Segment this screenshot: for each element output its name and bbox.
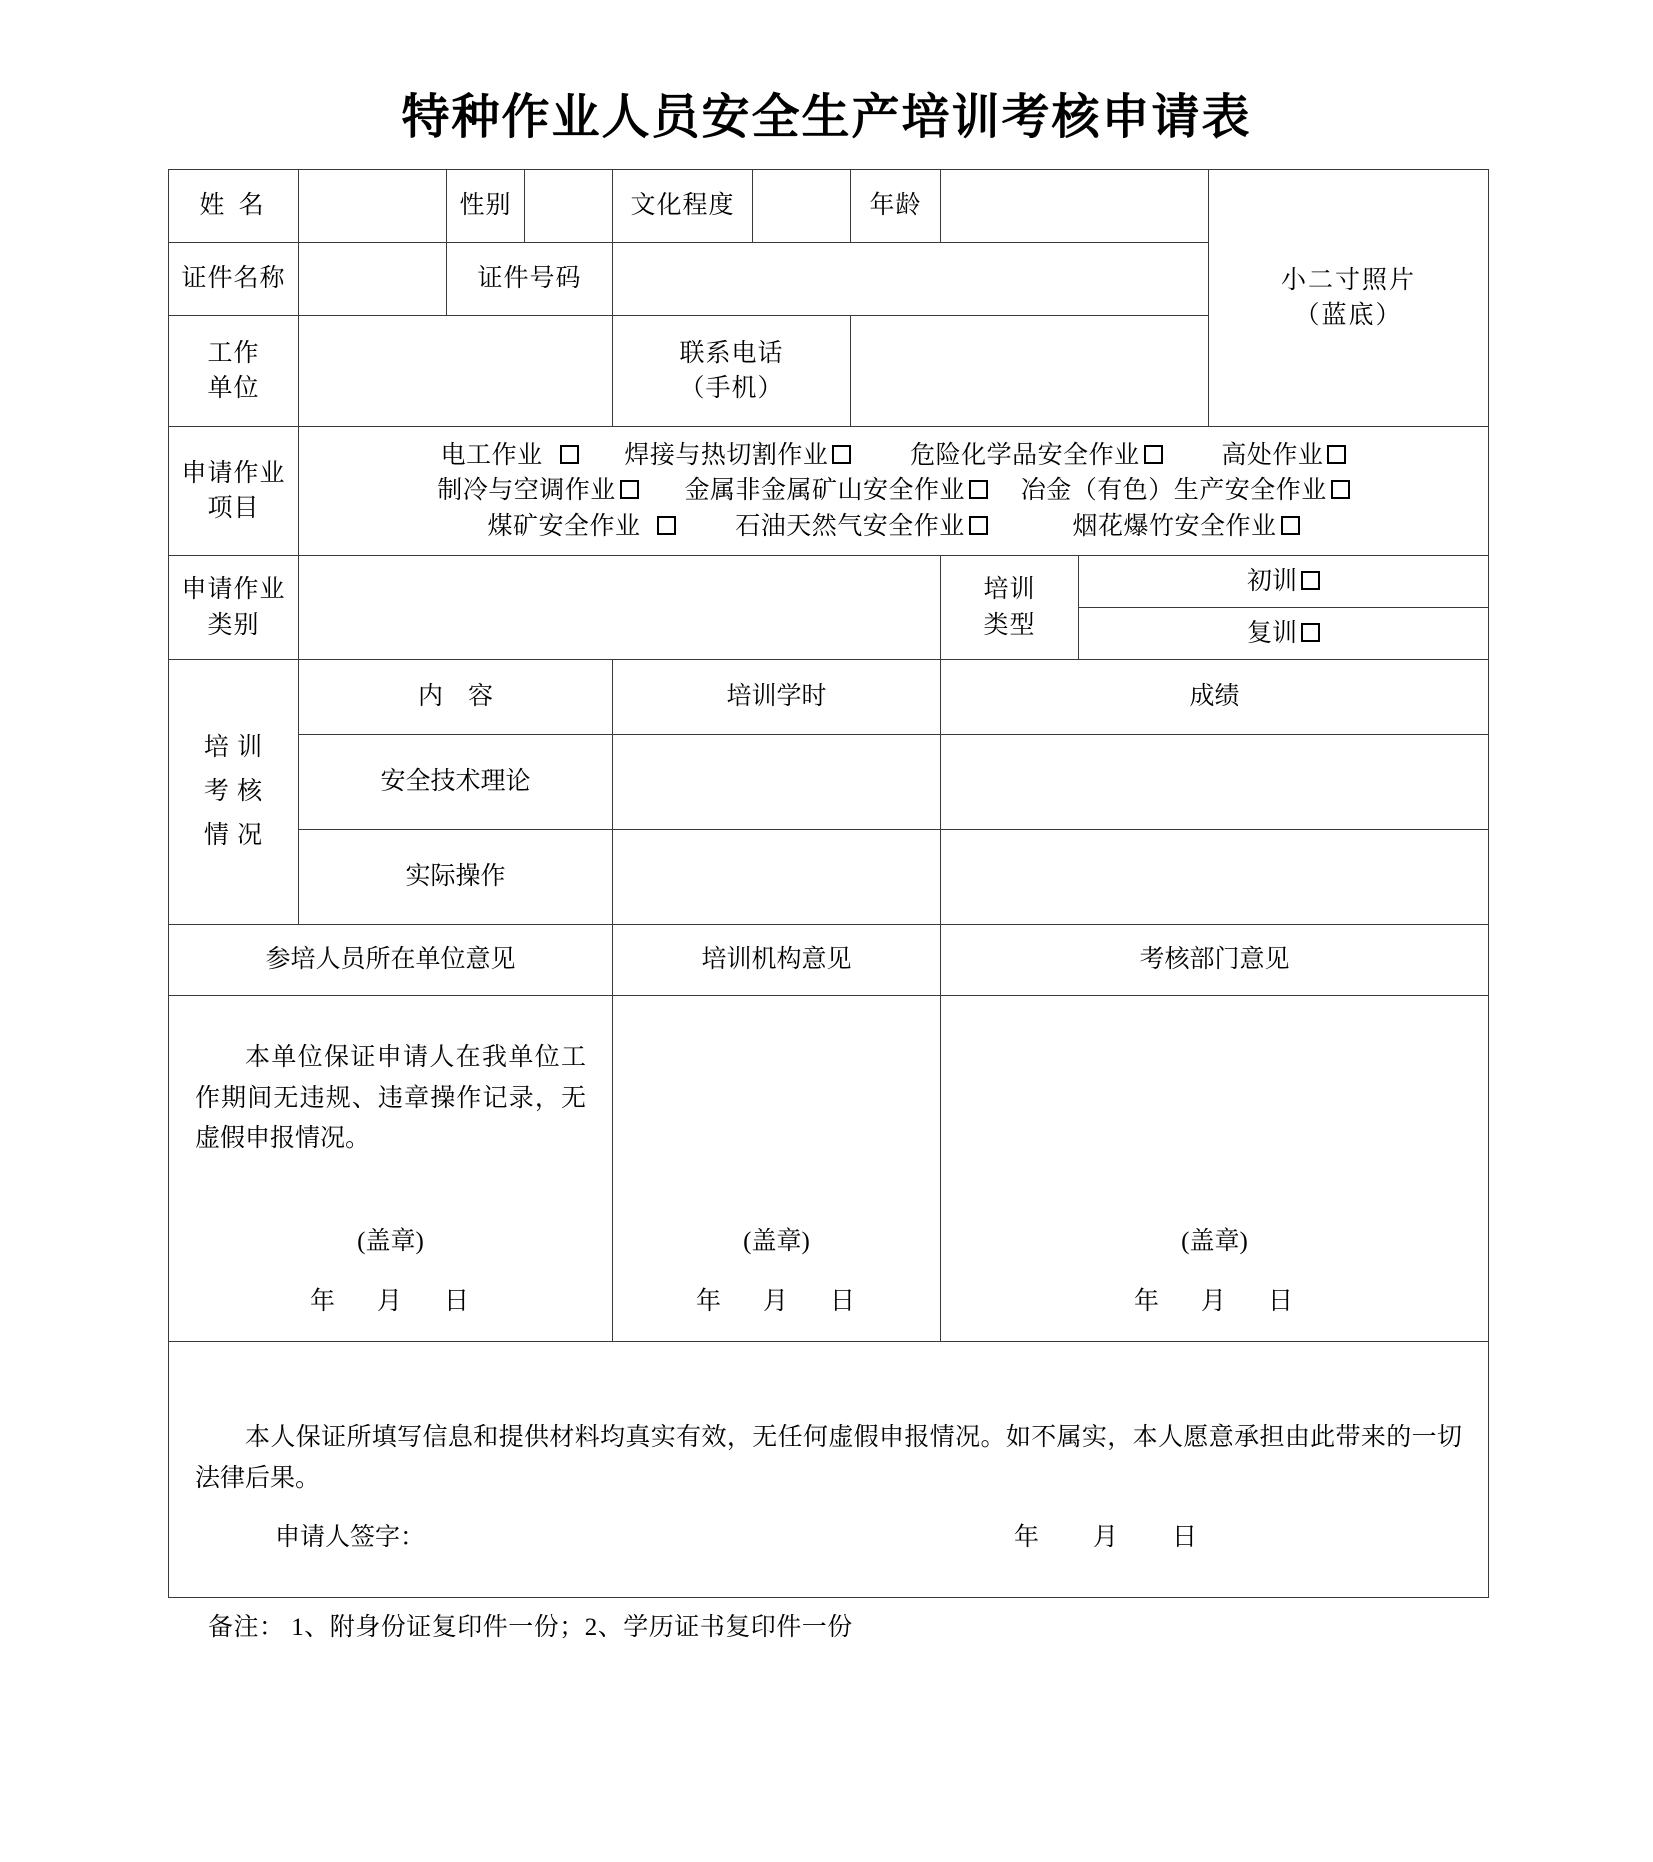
training-assessment-label-line-3: 情 况	[203, 821, 264, 849]
phone-value[interactable]	[851, 316, 1209, 427]
gender-value[interactable]	[525, 170, 613, 243]
apply-items-row-2	[299, 473, 1488, 509]
opinion-institution-date[interactable]	[613, 1284, 940, 1320]
opinion-unit-seal: (盖章)	[357, 1227, 424, 1255]
date-month-label: 月	[376, 1287, 404, 1315]
declaration-signature-row	[169, 1499, 1488, 1561]
opinion-unit-date[interactable]	[169, 1284, 612, 1320]
date-month-label: 月	[1093, 1523, 1121, 1551]
training-row-0-score[interactable]	[941, 735, 1489, 830]
apply-item-label-0-0: 电工作业	[440, 441, 543, 469]
apply-items-row-1	[299, 438, 1488, 474]
opinion-unit-text: 本单位保证申请人在我单位工作期间无违规、违章操作记录，无虚假申报情况。	[195, 1044, 586, 1152]
opinion-cell-assessment[interactable]	[941, 996, 1489, 1342]
apply-item-label-2-0: 煤矿安全作业	[487, 512, 641, 540]
id-number-label: 证件号码	[447, 243, 613, 316]
education-value[interactable]	[753, 170, 851, 243]
applicant-signature-date[interactable]	[1014, 1520, 1199, 1556]
date-month-label: 月	[1200, 1287, 1228, 1315]
work-unit-label-line-2: 单位	[207, 375, 260, 402]
training-header-score: 成绩	[941, 660, 1489, 735]
apply-items-options	[299, 427, 1489, 556]
checkbox-icon[interactable]	[1301, 623, 1320, 642]
page-title: 特种作业人员安全生产培训考核申请表	[401, 91, 1252, 144]
declaration-cell	[169, 1342, 1489, 1598]
declaration-text: 本人保证所填写信息和提供材料均真实有效，无任何虚假申报情况。如不属实，本人愿意承担由此带来的一切法律后果。	[195, 1424, 1462, 1492]
apply-item-label-0-2: 危险化学品安全作业	[910, 441, 1140, 469]
apply-category-value[interactable]	[299, 556, 941, 660]
apply-item-label-2-1: 石油天然气安全作业	[735, 512, 965, 540]
training-type-option-retrain-label: 复训	[1246, 619, 1297, 647]
age-label: 年龄	[851, 170, 941, 243]
checkbox-icon[interactable]	[657, 516, 676, 535]
opinion-institution-text	[613, 996, 940, 1038]
date-year-label: 年	[1014, 1523, 1042, 1551]
date-day-label: 日	[830, 1287, 858, 1315]
phone-label-line-1: 联系电话	[679, 339, 784, 367]
date-year-label: 年	[695, 1287, 723, 1315]
apply-item-label-2-2: 烟花爆竹安全作业	[1072, 512, 1277, 540]
id-type-label: 证件名称	[169, 243, 299, 316]
apply-item-label-1-0: 制冷与空调作业	[437, 477, 616, 505]
checkbox-icon[interactable]	[969, 480, 988, 499]
training-type-option-first-label: 初训	[1246, 567, 1297, 595]
date-month-label: 月	[762, 1287, 790, 1315]
opinion-assessment-seal: (盖章)	[1181, 1227, 1248, 1255]
training-type-label-line-2: 类型	[983, 611, 1036, 639]
row-apply-category-first	[169, 556, 1489, 608]
training-header-content: 内 容	[299, 660, 613, 735]
checkbox-icon[interactable]	[1281, 516, 1300, 535]
row-declaration	[169, 1342, 1489, 1598]
opinion-cell-institution[interactable]	[613, 996, 941, 1342]
training-type-label	[941, 556, 1079, 660]
training-row-1-hours[interactable]	[613, 830, 941, 925]
footer-note: 备注： 1、附身份证复印件一份；2、学历证书复印件一份	[208, 1614, 853, 1641]
opinion-header-assessment: 考核部门意见	[941, 925, 1489, 996]
application-form-table	[168, 169, 1489, 1598]
work-unit-label-line-1: 工作	[207, 339, 260, 367]
work-unit-label	[169, 316, 299, 427]
training-type-option-first[interactable]	[1079, 556, 1489, 608]
training-assessment-label-line-2: 考 核	[203, 778, 264, 806]
checkbox-icon[interactable]	[1331, 480, 1350, 499]
id-number-value[interactable]	[613, 243, 1209, 316]
opinion-header-institution: 培训机构意见	[613, 925, 941, 996]
apply-item-label-0-1: 焊接与热切割作业	[624, 441, 829, 469]
apply-items-label-line-1: 申请作业	[181, 459, 286, 487]
training-header-hours: 培训学时	[613, 660, 941, 735]
checkbox-icon[interactable]	[969, 516, 988, 535]
photo-line-1: 小二寸照片	[1280, 266, 1416, 294]
table-row	[169, 830, 1489, 925]
checkbox-icon[interactable]	[560, 445, 579, 464]
date-day-label: 日	[1172, 1523, 1200, 1551]
row-apply-items	[169, 427, 1489, 556]
checkbox-icon[interactable]	[1144, 445, 1163, 464]
date-day-label: 日	[444, 1287, 472, 1315]
apply-items-row-3	[299, 509, 1488, 545]
training-row-0-content: 安全技术理论	[299, 735, 613, 830]
date-year-label: 年	[309, 1287, 337, 1315]
phone-label	[613, 316, 851, 427]
opinion-assessment-text	[941, 996, 1488, 1038]
work-unit-value[interactable]	[299, 316, 613, 427]
apply-category-label-line-2: 类别	[207, 611, 260, 639]
table-row	[169, 735, 1489, 830]
photo-placeholder	[1209, 170, 1489, 427]
opinion-institution-seal: (盖章)	[743, 1227, 810, 1255]
opinion-cell-unit[interactable]	[169, 996, 613, 1342]
apply-category-label-line-1: 申请作业	[181, 576, 286, 603]
checkbox-icon[interactable]	[832, 445, 851, 464]
id-type-value[interactable]	[299, 243, 447, 316]
gender-label: 性别	[447, 170, 525, 243]
applicant-signature-label[interactable]: 申请人签字：	[275, 1523, 426, 1551]
training-type-label-line-1: 培训	[983, 576, 1036, 603]
name-value[interactable]	[299, 170, 447, 243]
row-opinion-headers	[169, 925, 1489, 996]
phone-label-line-2: （手机）	[679, 375, 784, 402]
apply-category-label	[169, 556, 299, 660]
training-type-option-retrain[interactable]	[1079, 608, 1489, 660]
photo-line-2: （蓝底）	[1294, 302, 1403, 329]
opinion-header-unit: 参培人员所在单位意见	[169, 925, 613, 996]
checkbox-icon[interactable]	[1301, 571, 1320, 590]
apply-items-label	[169, 427, 299, 556]
checkbox-icon[interactable]	[620, 480, 639, 499]
apply-item-label-1-1: 金属非金属矿山安全作业	[684, 477, 965, 505]
age-value[interactable]	[941, 170, 1209, 243]
checkbox-icon[interactable]	[1327, 445, 1346, 464]
education-label: 文化程度	[613, 170, 753, 243]
apply-item-label-1-2: 冶金（有色）生产安全作业	[1020, 477, 1327, 505]
apply-items-label-line-2: 项目	[207, 495, 260, 522]
row-basic-1	[169, 170, 1489, 243]
training-row-0-hours[interactable]	[613, 735, 941, 830]
training-row-1-score[interactable]	[941, 830, 1489, 925]
name-label: 姓 名	[169, 170, 299, 243]
opinion-assessment-date[interactable]	[941, 1284, 1488, 1320]
row-opinion-bodies	[169, 996, 1489, 1342]
row-training-headers	[169, 660, 1489, 735]
training-assessment-label-line-1: 培 训	[203, 734, 264, 762]
date-year-label: 年	[1133, 1287, 1161, 1315]
date-day-label: 日	[1268, 1287, 1296, 1315]
apply-item-label-0-3: 高处作业	[1221, 441, 1324, 469]
training-row-1-content: 实际操作	[299, 830, 613, 925]
training-assessment-label	[169, 660, 299, 925]
